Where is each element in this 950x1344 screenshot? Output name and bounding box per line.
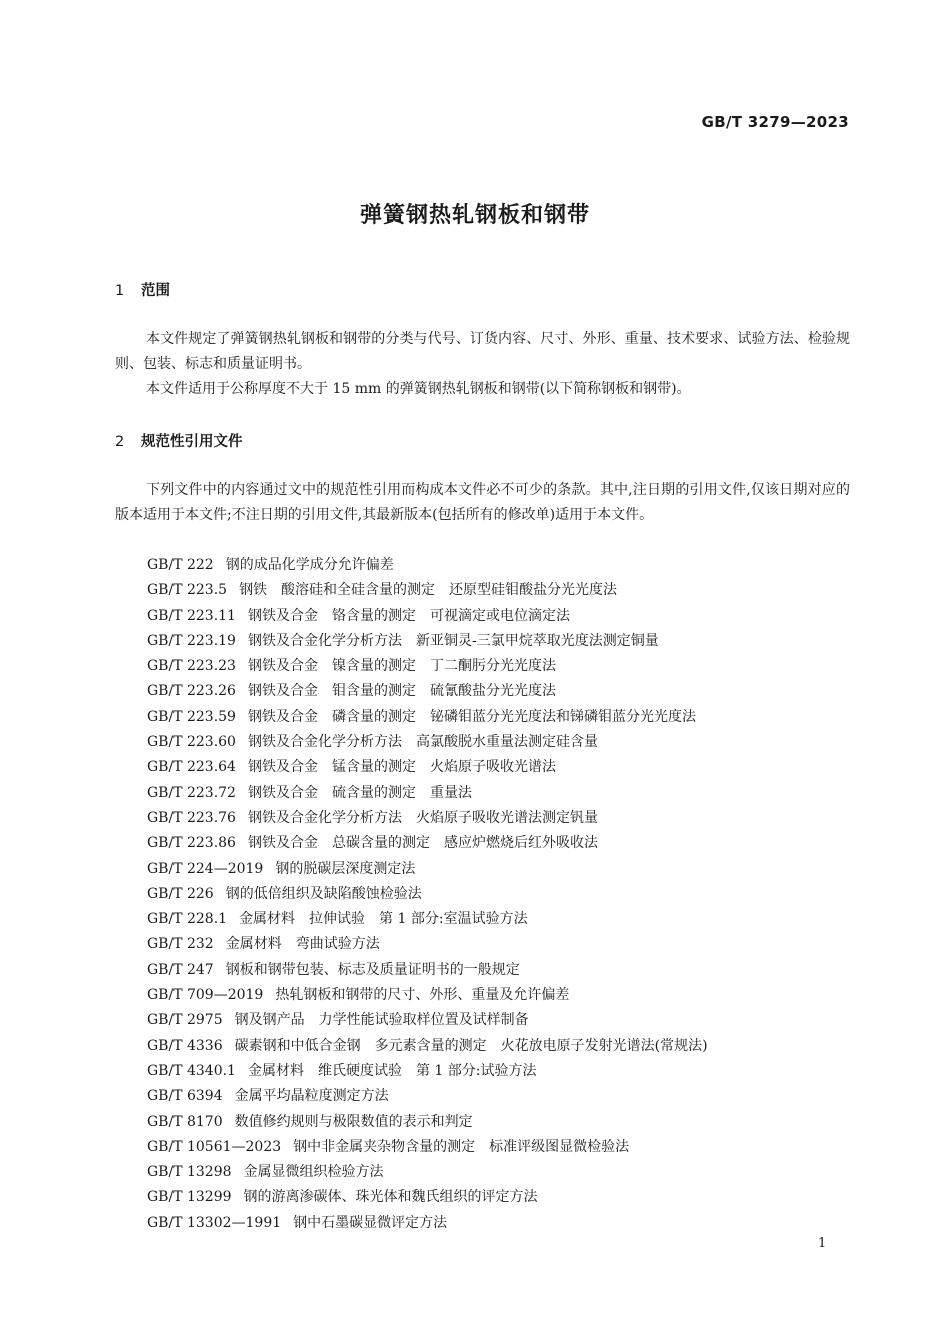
reference-list [147, 553, 708, 1236]
reference-code: GB/T 223.72 [147, 784, 236, 801]
reference-item [147, 882, 708, 907]
reference-code: GB/T 223.64 [147, 759, 236, 776]
reference-item [147, 1160, 708, 1185]
reference-item [147, 1110, 708, 1135]
reference-title: 钢的脱碳层深度测定法 [275, 860, 416, 877]
reference-code: GB/T 10561—2023 [147, 1138, 282, 1155]
reference-code: GB/T 222 [147, 557, 214, 573]
reference-title: 钢铁及合金 铬含量的测定 可视滴定或电位滴定法 [247, 607, 570, 624]
reference-title: 碳素钢和中低合金钢 多元素含量的测定 火花放电原子发射光谱法(常规法) [234, 1037, 708, 1054]
reference-title: 钢铁及合金 钼含量的测定 硫氰酸盐分光光度法 [247, 683, 556, 700]
reference-title: 钢铁及合金 总碳含量的测定 感应炉燃烧后红外吸收法 [247, 835, 598, 852]
section-title: 规范性引用文件 [141, 434, 243, 450]
reference-title: 钢铁 酸溶硅和全硅含量的测定 还原型硅钼酸盐分光光度法 [239, 582, 618, 599]
reference-code: GB/T 223.60 [147, 734, 236, 751]
reference-item [147, 629, 708, 654]
reference-item [147, 932, 708, 957]
reference-code: GB/T 247 [147, 961, 214, 978]
reference-code: GB/T 223.23 [147, 658, 236, 675]
reference-item [147, 1135, 708, 1160]
reference-title: 钢中石墨碳显微评定方法 [293, 1214, 448, 1231]
reference-item [147, 1211, 708, 1236]
reference-title: 钢铁及合金化学分析方法 新亚铜灵-三氯甲烷萃取光度法测定铜量 [247, 632, 659, 649]
reference-code: GB/T 228.1 [147, 911, 228, 928]
reference-item [147, 831, 708, 856]
reference-title: 金属材料 弯曲试验方法 [225, 936, 380, 953]
reference-code: GB/T 224—2019 [147, 860, 264, 877]
reference-title: 钢铁及合金 锰含量的测定 火焰原子吸收光谱法 [247, 759, 556, 776]
document-number: GB/T 3279—2023 [701, 113, 849, 131]
reference-code: GB/T 4340.1 [147, 1062, 236, 1079]
reference-code: GB/T 223.19 [147, 632, 236, 649]
reference-item [147, 654, 708, 679]
reference-code: GB/T 226 [147, 885, 214, 902]
reference-code: GB/T 223.59 [147, 708, 236, 725]
reference-title: 金属显微组织检验方法 [243, 1164, 384, 1181]
reference-title: 钢铁及合金化学分析方法 火焰原子吸收光谱法测定钒量 [247, 809, 598, 826]
reference-title: 钢铁及合金 磷含量的测定 铋磷钼蓝分光光度法和锑磷钼蓝分光光度法 [247, 708, 696, 725]
reference-code: GB/T 223.11 [147, 607, 236, 624]
reference-item [147, 1034, 708, 1059]
section-heading-scope [115, 279, 170, 300]
reference-title: 钢铁及合金化学分析方法 高氯酸脱水重量法测定硅含量 [247, 734, 598, 751]
reference-code: GB/T 13302—1991 [147, 1214, 282, 1231]
reference-item [147, 730, 708, 755]
reference-code: GB/T 13298 [147, 1164, 232, 1181]
reference-item [147, 679, 708, 704]
reference-title: 数值修约规则与极限数值的表示和判定 [234, 1113, 473, 1130]
reference-code: GB/T 4336 [147, 1037, 223, 1054]
page-title: 弹簧钢热轧钢板和钢带 [359, 203, 590, 228]
reference-item [147, 705, 708, 730]
section-number: 1 [115, 283, 125, 299]
scope-paragraph-1: 本文件规定了弹簧钢热轧钢板和钢带的分类与代号、订货内容、尺寸、外形、重量、技术要求、试验方法、检验规则、包装、标志和质量证明书。 [115, 331, 850, 372]
scope-paragraph-2: 本文件适用于公称厚度不大于 15 mm 的弹簧钢热轧钢板和钢带(以下简称钢板和钢带)。 [146, 381, 691, 397]
reference-code: GB/T 223.86 [147, 835, 236, 852]
reference-title: 钢的低倍组织及缺陷酸蚀检验法 [225, 885, 422, 902]
reference-title: 钢板和钢带包装、标志及质量证明书的一般规定 [225, 961, 520, 978]
section-number: 2 [115, 434, 125, 450]
reference-code: GB/T 8170 [147, 1113, 223, 1130]
page-number: 1 [818, 1236, 827, 1251]
reference-title: 钢及钢产品 力学性能试验取样位置及试样制备 [234, 1012, 529, 1029]
reference-code: GB/T 232 [147, 936, 214, 953]
reference-title: 金属材料 维氏硬度试验 第 1 部分:试验方法 [247, 1062, 537, 1079]
reference-item [147, 983, 708, 1008]
reference-code: GB/T 13299 [147, 1189, 232, 1206]
reference-code: GB/T 709—2019 [147, 987, 264, 1004]
reference-item [147, 604, 708, 629]
reference-item [147, 907, 708, 932]
reference-item [147, 755, 708, 780]
reference-title: 钢的成品化学成分允许偏差 [225, 557, 394, 573]
reference-item [147, 1059, 708, 1084]
reference-code: GB/T 223.5 [147, 582, 228, 599]
references-intro-paragraph: 下列文件中的内容通过文中的规范性引用而构成本文件必不可少的条款。其中,注日期的引用文件,仅该日期对应的版本适用于本文件;不注日期的引用文件,其最新版本(包括所有的修改单)适用于本文件。 [115, 482, 850, 523]
reference-item [147, 553, 708, 578]
reference-title: 热轧钢板和钢带的尺寸、外形、重量及允许偏差 [275, 987, 570, 1004]
reference-title: 钢中非金属夹杂物含量的测定 标准评级图显微检验法 [293, 1138, 630, 1155]
reference-title: 金属材料 拉伸试验 第 1 部分:室温试验方法 [239, 911, 528, 928]
reference-title: 钢铁及合金 硫含量的测定 重量法 [247, 784, 472, 801]
reference-item [147, 578, 708, 603]
reference-item [147, 857, 708, 882]
reference-item [147, 781, 708, 806]
section-heading-normative-references [115, 430, 243, 451]
reference-title: 钢的游离渗碳体、珠光体和魏氏组织的评定方法 [243, 1189, 538, 1206]
reference-title: 钢铁及合金 镍含量的测定 丁二酮肟分光光度法 [247, 658, 556, 675]
reference-item [147, 806, 708, 831]
section-title: 范围 [141, 283, 170, 299]
reference-item [147, 1185, 708, 1210]
reference-item [147, 958, 708, 983]
reference-code: GB/T 223.26 [147, 683, 236, 700]
reference-item [147, 1084, 708, 1109]
reference-item [147, 1008, 708, 1033]
reference-code: GB/T 223.76 [147, 809, 236, 826]
reference-code: GB/T 2975 [147, 1012, 223, 1029]
reference-title: 金属平均晶粒度测定方法 [234, 1088, 389, 1105]
reference-code: GB/T 6394 [147, 1088, 223, 1105]
